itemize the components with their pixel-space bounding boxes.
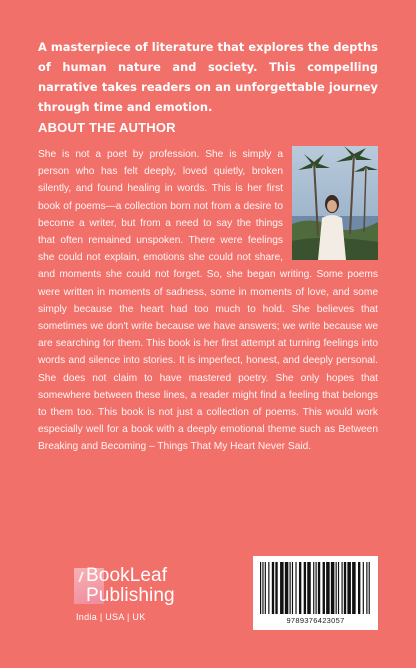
barcode-bar — [318, 562, 320, 614]
barcode-bar — [358, 562, 360, 614]
barcode-bar — [369, 562, 370, 614]
barcode-bar — [265, 562, 266, 614]
barcode-bar — [262, 562, 263, 614]
publisher-name — [86, 566, 175, 606]
photo-spacer — [283, 146, 378, 264]
barcode-bar — [363, 562, 364, 614]
barcode-bar — [366, 562, 367, 614]
barcode-bar — [307, 562, 311, 614]
publisher-name-line1: BookLeaf — [86, 565, 168, 586]
publisher-name-line2: Publishing — [86, 585, 175, 606]
barcode-bar — [260, 562, 261, 614]
barcode-bar — [275, 562, 277, 614]
barcode-bar — [285, 562, 289, 614]
barcode-bar — [290, 562, 291, 614]
barcode-bar — [313, 562, 314, 614]
barcode-bar — [336, 562, 337, 614]
publisher-regions: India | USA | UK — [76, 612, 146, 622]
author-bio — [38, 146, 378, 456]
barcode-bar — [292, 562, 293, 614]
isbn-number: 9789376423057 — [286, 616, 345, 625]
barcode-bar — [272, 562, 274, 614]
barcode-bar — [295, 562, 296, 614]
barcode-bar — [347, 562, 351, 614]
barcode-bar — [268, 562, 269, 614]
barcode-bar — [352, 562, 356, 614]
barcode-bar — [341, 562, 342, 614]
barcode-bar — [316, 562, 317, 614]
author-bio-text: She is not a poet by profession. She is simply a person who has felt deeply, loved quietly, broken silently, and found healing in words. This is her first book of poems—a collection born not from a desire to become a writer, but from a need to say the things that often remained unspoken. There were feelings she could not explain, emotions she could not share, and moments she could not forget. So, she began writing. Some poems were written in moments of sadness, some in moments of love, and some simply because the heart had too much to hold. She believes that sometimes we don't write because we have answers; we write because we are searching for them. This book is her first attempt at turning feelings into words and silence into stories. It is imperfect, honest, and deeply personal. She does not claim to have mastered poetry. She only hopes that somewhere between these lines, a reader might find a feeling that belongs to them too. This book is not just a collection of poems. This would work especially well for a book with a deeply emotional theme such as Between Breaking and Becoming – Things That My Heart Never Said. — [38, 149, 378, 453]
barcode-bar — [299, 562, 301, 614]
barcode-bar — [326, 562, 330, 614]
barcode-bars — [260, 562, 371, 614]
back-cover-blurb: A masterpiece of literature that explores the depths of human nature and society. This compelling narrative takes readers on an unforgettable journey through time and emotion. — [38, 40, 378, 114]
barcode-bar — [331, 562, 335, 614]
barcode-bar — [280, 562, 284, 614]
about-author-heading: ABOUT THE AUTHOR — [38, 120, 176, 135]
barcode-bar — [338, 562, 339, 614]
barcode-bar — [304, 562, 306, 614]
logo-mark — [78, 572, 84, 582]
barcode-bar — [323, 562, 325, 614]
barcode-bar — [344, 562, 346, 614]
isbn-barcode — [253, 556, 378, 630]
